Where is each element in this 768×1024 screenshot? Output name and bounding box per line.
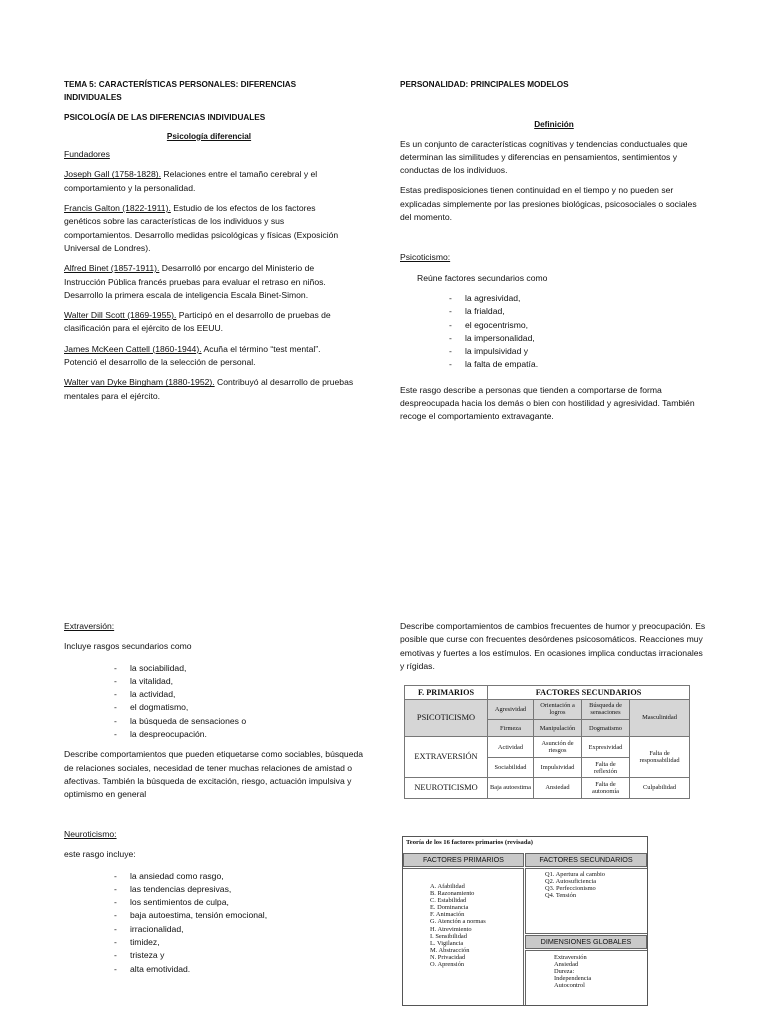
- list-item: A. Afabilidad: [430, 883, 465, 890]
- definition-text-2: Estas predisposiciones tienen continuidad en el tiempo y no pueden ser explicadas simplemente por las presiones biológicas, psicosociales o sociales del momento.: [400, 185, 697, 223]
- founders-list: [64, 168, 354, 402]
- founder-text: Contribuyó al desarrollo de pruebas mentales para el ejército.: [64, 377, 354, 401]
- global-dimensions-box: [525, 950, 647, 1005]
- list-item: - tristeza y: [114, 949, 366, 962]
- neuroticismo-list: [114, 870, 366, 976]
- table-header-primary: F. PRIMARIOS: [405, 686, 488, 700]
- psicoticismo-intro: Reúne factores secundarios como: [417, 272, 548, 283]
- list-item: - las tendencias depresivas,: [114, 883, 366, 896]
- list-item: - los sentimientos de culpa,: [114, 896, 366, 909]
- list-item: Ansiedad: [554, 961, 579, 969]
- global-dimensions-header: DIMENSIONES GLOBALES: [525, 935, 647, 949]
- table-cell: Agresividad: [488, 699, 534, 719]
- list-item: Q4. Tensión: [545, 892, 577, 900]
- list-item: I. Sensibilidad: [430, 932, 467, 940]
- factors-table: [404, 685, 690, 799]
- definition-text: Es un conjunto de características cognitivas y tendencias conductuales que determinan las similitudes y diferencias en pensamientos, sentimientos y conductas de los individuos.: [400, 138, 688, 176]
- list-item: - la impersonalidad,: [449, 332, 708, 345]
- list-item: G. Atención a normas: [430, 918, 486, 926]
- neuroticismo-desc: Describe comportamientos de cambios frecuentes de humor y preocupación. Es posible que curse con frecuentes desórdenes psicosomáticos. Reacciones muy emotivas y fuertes a los estímulos. En ocasiones implica conductas irracionales y rígidas.: [400, 621, 706, 671]
- founder-name: Francis Galton (1822-1911).: [64, 203, 171, 214]
- table-cell: Dogmatismo: [582, 720, 630, 737]
- founder-text: Estudio de los efectos de los factores genéticos sobre las características de los individuos y sus comportamientos. Desarrollo medidas psicológicas y físicas (Exposición Universal de Londres).: [64, 203, 339, 253]
- list-item: - la falta de empatía.: [449, 358, 708, 371]
- table-cell: Masculinidad: [630, 699, 690, 736]
- models-title: PERSONALIDAD: PRINCIPALES MODELOS: [400, 80, 569, 89]
- secondary-factors-header: FACTORES SECUNDARIOS: [525, 853, 647, 867]
- primary-factors-header: FACTORES PRIMARIOS: [403, 853, 524, 867]
- primary-factors-box: [403, 868, 524, 1005]
- list-item: N. Privacidad: [430, 953, 466, 961]
- list-item: - la impulsividad y: [449, 345, 708, 358]
- founder-text: Participó en el desarrollo de pruebas de clasificación para el ejército de los EEUU.: [64, 310, 331, 334]
- extraversion-intro: Incluye rasgos secundarios como: [64, 641, 192, 652]
- table-cell: Impulsividad: [534, 758, 582, 777]
- fundadores-label: Fundadores: [64, 149, 110, 160]
- founder-name: James McKeen Cattell (1860-1944).: [64, 343, 202, 354]
- table-cell: Sociabilidad: [488, 758, 534, 777]
- table-cell: Falta de responsabilidad: [630, 737, 690, 778]
- list-item: Q3. Perfeccionismo: [545, 885, 596, 893]
- extraversion-list: [114, 662, 366, 742]
- list-item: - la agresividad,: [449, 292, 708, 305]
- founder-name: Alfred Binet (1857-1911).: [64, 263, 160, 274]
- list-item: - la frialdad,: [449, 305, 708, 318]
- founder-name: Joseph Gall (1758-1828).: [64, 169, 161, 180]
- extraversion-desc: Describe comportamientos que pueden etiquetarse como sociables, búsqueda de relaciones sociales, necesidad de tener muchas relaciones de amistad o afectivas. También la búsqueda de excitación, riesgo, actuación impulsiva y optimismo en general: [64, 749, 364, 800]
- list-item: - la búsqueda de sensaciones o: [114, 715, 366, 728]
- list-item: B. Razonamiento: [430, 890, 475, 898]
- table-cell: Culpabilidad: [630, 777, 690, 798]
- founder-name: Walter Dill Scott (1869-1955).: [64, 310, 177, 321]
- figure-title: Teoría de los 16 factores primarios (revisada): [406, 839, 533, 846]
- right-column: [400, 78, 708, 424]
- list-item: - irracionalidad,: [114, 923, 366, 936]
- list-item: E. Dominancia: [430, 904, 469, 912]
- list-item: C. Estabilidad: [430, 897, 467, 905]
- extraversion-section: [64, 620, 366, 802]
- left-column: [64, 78, 354, 403]
- sixteen-factors-figure: [402, 836, 648, 1006]
- list-item: Independencia: [554, 975, 592, 983]
- founder-text: Acuña el término “test mental”. Potenció el desarrollo de la selección de personal.: [64, 343, 321, 368]
- founder-name: Walter van Dyke Bingham (1880-1952).: [64, 377, 215, 388]
- list-item: M. Abstracción: [430, 946, 470, 954]
- psicoticismo-heading: Psicoticismo:: [400, 252, 451, 263]
- list-item: - el egocentrismo,: [449, 319, 708, 332]
- secondary-factors-box: [525, 868, 647, 934]
- list-item: - la sociabilidad,: [114, 662, 366, 675]
- table-cell: Asunción de riesgos: [534, 737, 582, 758]
- section-heading: Psicología diferencial: [166, 131, 252, 141]
- factor-neuroticismo: NEUROTICISMO: [405, 777, 488, 798]
- table-cell: Expresividad: [582, 737, 630, 758]
- table-header-secondary: FACTORES SECUNDARIOS: [488, 686, 690, 700]
- list-item: F. Animación: [430, 911, 465, 919]
- list-item: - la actividad,: [114, 688, 366, 701]
- founder-entry: [64, 168, 354, 195]
- table-cell: Búsqueda de sensaciones: [582, 699, 630, 719]
- founder-entry: [64, 262, 354, 302]
- factor-extraversion: EXTRAVERSIÓN: [405, 737, 488, 778]
- founder-entry: [64, 343, 354, 370]
- factor-psicoticismo: PSICOTICISMO: [405, 699, 488, 736]
- founder-entry: [64, 202, 354, 255]
- list-item: Extraversión: [554, 954, 587, 961]
- founder-text: Desarrolló por encargo del Ministerio de Instrucción Pública francés pruebas para evaluar el retraso en niños. Desarrollo la primera escala de inteligencia Escala Binet-Simon.: [64, 263, 326, 300]
- list-item: Q1. Apertura al cambio: [545, 871, 605, 878]
- table-cell: Manipulación: [534, 720, 582, 737]
- founder-entry: [64, 309, 354, 336]
- list-item: - la ansiedad como rasgo,: [114, 870, 366, 883]
- list-item: - timidez,: [114, 936, 366, 949]
- list-item: H. Atrevimiento: [430, 925, 472, 933]
- list-item: - la despreocupación.: [114, 728, 366, 741]
- psicoticismo-list: [449, 292, 708, 372]
- neuroticismo-intro: este rasgo incluye:: [64, 849, 136, 860]
- table-cell: Orientación a logros: [534, 699, 582, 719]
- list-item: L. Vigilancia: [430, 939, 464, 947]
- doc-subtitle: PSICOLOGÍA DE LAS DIFERENCIAS INDIVIDUALES: [64, 112, 266, 122]
- doc-title: TEMA 5: CARACTERÍSTICAS PERSONALES: DIFERENCIAS INDIVIDUALES: [64, 80, 297, 103]
- neuroticismo-desc-block: [400, 620, 708, 673]
- list-item: O. Aprensión: [430, 961, 465, 969]
- list-item: - baja autoestima, tensión emocional,: [114, 909, 366, 922]
- definition-heading: Definición: [534, 120, 574, 130]
- list-item: - el dogmatismo,: [114, 701, 366, 714]
- table-cell: Falta de reflexión: [582, 758, 630, 777]
- list-item: Autocontrol: [554, 982, 585, 990]
- list-item: Dureza:: [554, 968, 575, 976]
- neuroticismo-heading: Neuroticismo:: [64, 829, 117, 839]
- psicoticismo-desc: Este rasgo describe a personas que tienden a comportarse de forma despreocupada hacia los demás o bien con hostilidad y agresividad. También recoge el comportamiento extravagante.: [400, 384, 695, 422]
- founder-text: Relaciones entre el tamaño cerebral y el comportamiento y la personalidad.: [64, 169, 318, 193]
- table-cell: Ansiedad: [534, 777, 582, 798]
- founder-entry: [64, 376, 354, 403]
- extraversion-heading: Extraversión:: [64, 621, 115, 631]
- list-item: Q2. Autosuficiencia: [545, 878, 597, 886]
- neuroticismo-section: [64, 828, 366, 976]
- list-item: - alta emotividad.: [114, 963, 366, 976]
- table-cell: Firmeza: [488, 720, 534, 737]
- list-item: - la vitalidad,: [114, 675, 366, 688]
- table-cell: Baja autoestima: [488, 777, 534, 798]
- table-cell: Falta de autonomía: [582, 777, 630, 798]
- table-cell: Actividad: [488, 737, 534, 758]
